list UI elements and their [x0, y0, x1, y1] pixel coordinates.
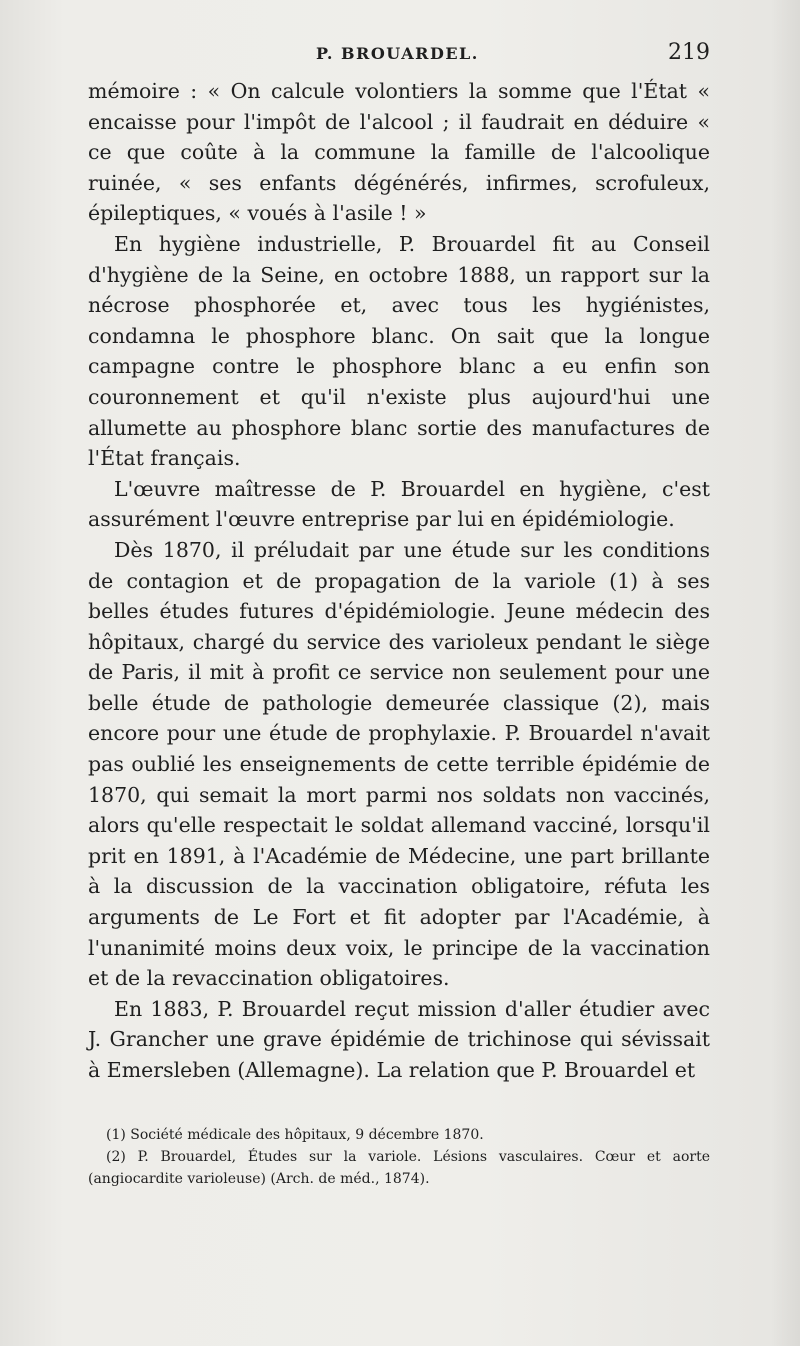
paragraph-variola: Dès 1870, il préludait par une étude sur les conditions de contagion et de propagation de la variole (1) à ses belles études futures d'épidémiologie. Jeune médecin des hôpitaux, chargé du service des varioleux pendant le siège de Paris, il mit à profit ce service non seulement pour une belle étude de pathologie demeurée classique (2), mais encore pour une étude de prophylaxie. P. Brouardel n'avait pas oublié les enseignements de cette terrible épidémie de 1870, qui semait la mort parmi nos soldats non vaccinés, alors qu'elle respectait le soldat allemand vacciné, lorsqu'il prit en 1891, à l'Académie de Médecine, une part brillante à la discussion de la vaccination obligatoire, réfuta les arguments de Le Fort et fit adopter par l'Académie, à l'unanimité moins deux voix, le principe de la vaccination et de la revaccination obligatoires.	[88, 537, 710, 991]
footnote-1: (1) Société médicale des hôpitaux, 9 décembre 1870.	[106, 1127, 484, 1143]
paragraph-trichinosis: En 1883, P. Brouardel reçut mission d'aller étudier avec J. Grancher une grave épidémie de trichinose qui sévissait à Emersleben (Allemagne). La relation que P. Brouardel et	[88, 996, 710, 1082]
body-text	[88, 76, 710, 1086]
paragraph-epidemiology: L'œuvre maîtresse de P. Brouardel en hygiène, c'est assurément l'œuvre entreprise par lui en épidémiologie.	[88, 476, 710, 532]
running-head: P. BROUARDEL.	[316, 44, 479, 63]
page-edge-shadow	[770, 0, 800, 1346]
page-number: 219	[668, 40, 710, 65]
paragraph-industrial-hygiene: En hygiène industrielle, P. Brouardel fit au Conseil d'hygiène de la Seine, en octobre 1888, un rapport sur la nécrose phosphorée et, avec tous les hygiénistes, condamna le phosphore blanc. On sait que la longue campagne contre le phosphore blanc a eu enfin son couronnement et qu'il n'existe plus aujourd'hui une allumette au phosphore blanc sortie des manufactures de l'État français.	[88, 231, 710, 471]
footnotes	[88, 1124, 710, 1190]
paragraph-quote: mémoire : « On calcule volontiers la somme que l'État « encaisse pour l'impôt de l'alcool ; il faudrait en déduire « ce que coûte à la commune la famille de l'alcoolique ruinée, « ses enfants dégénérés, infirmes, scrofuleux, épileptiques, « voués à l'asile ! »	[88, 79, 710, 226]
footnote-2: (2) P. Brouardel, Études sur la variole. Lésions vasculaires. Cœur et aorte (angiocardite varioleuse) (Arch. de méd., 1874).	[88, 1149, 710, 1187]
page-header	[90, 40, 710, 74]
